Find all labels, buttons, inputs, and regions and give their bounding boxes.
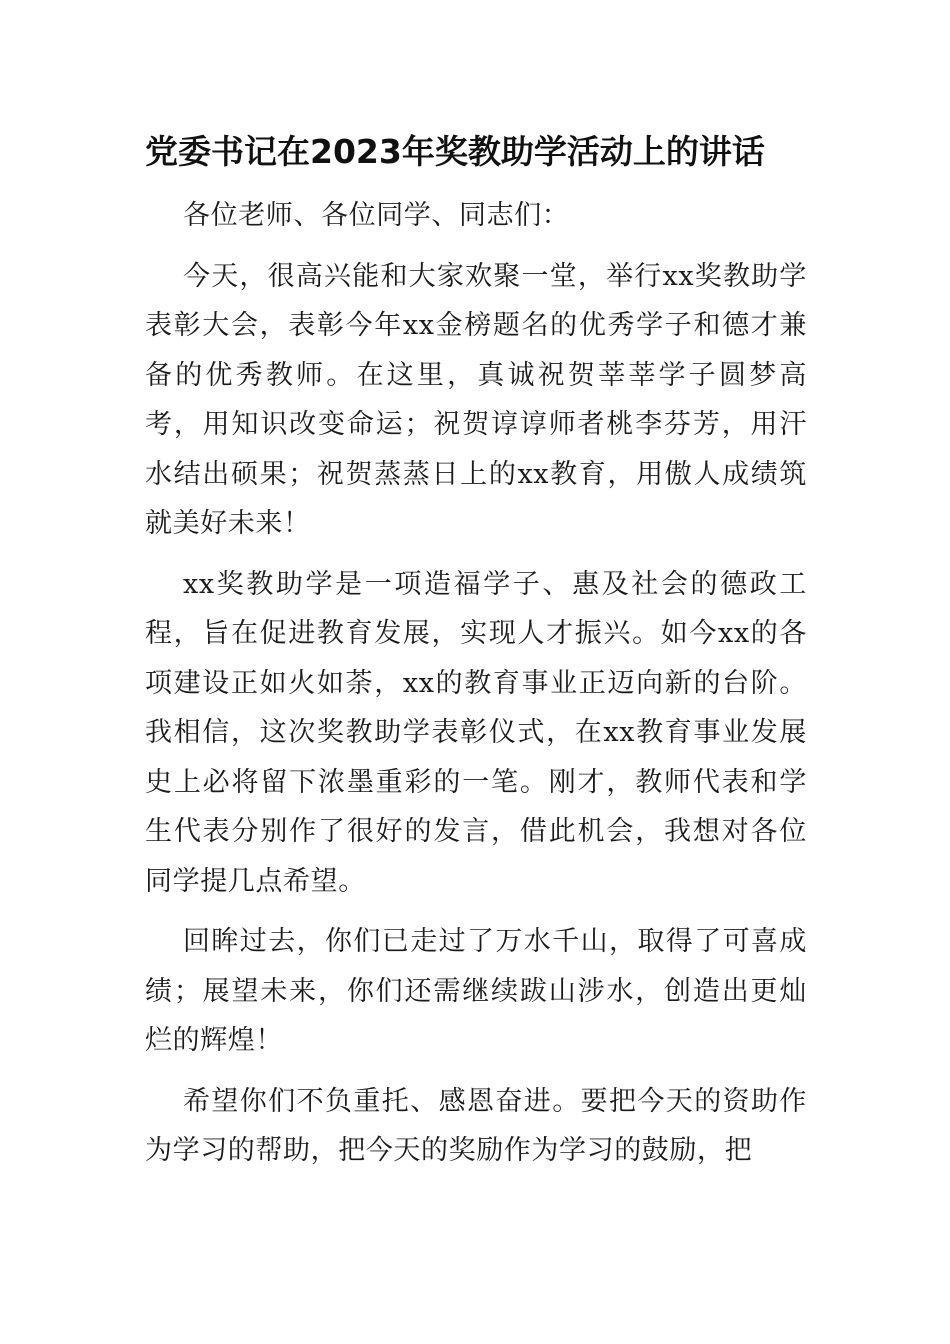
document-title: 党委书记在2023年奖教助学活动上的讲话 <box>145 132 765 171</box>
paragraph-1: 今天，很高兴能和大家欢聚一堂，举行xx奖教助学表彰大会，表彰今年xx金榜题名的优秀学子和德才兼备的优秀教师。在这里，真诚祝贺莘莘学子圆梦高考，用知识改变命运；祝贺谆谆师者桃李芬芳，用汗水结出硕果；祝贺蒸蒸日上的xx教育，用傲人成绩筑就美好未来！ <box>145 260 807 539</box>
salutation: 各位老师、各位同学、同志们： <box>183 200 570 231</box>
paragraph-4: 希望你们不负重托、感恩奋进。要把今天的资助作为学习的帮助，把今天的奖励作为学习的鼓励，把 <box>145 1085 807 1166</box>
paragraph-2: xx奖教助学是一项造福学子、惠及社会的德政工程，旨在促进教育发展，实现人才振兴。如今xx的各项建设正如火如荼，xx的教育事业正迈向新的台阶。我相信，这次奖教助学表彰仪式，在xx教育事业发展史上必将留下浓墨重彩的一笔。刚才，教师代表和学生代表分别作了很好的发言，借此机会，我想对各位同学提几点希望。 <box>145 568 807 897</box>
document-body <box>145 191 807 1187</box>
paragraph-3: 回眸过去，你们已走过了万水千山，取得了可喜成绩；展望未来，你们还需继续跋山涉水，创造出更灿烂的辉煌！ <box>145 926 807 1056</box>
